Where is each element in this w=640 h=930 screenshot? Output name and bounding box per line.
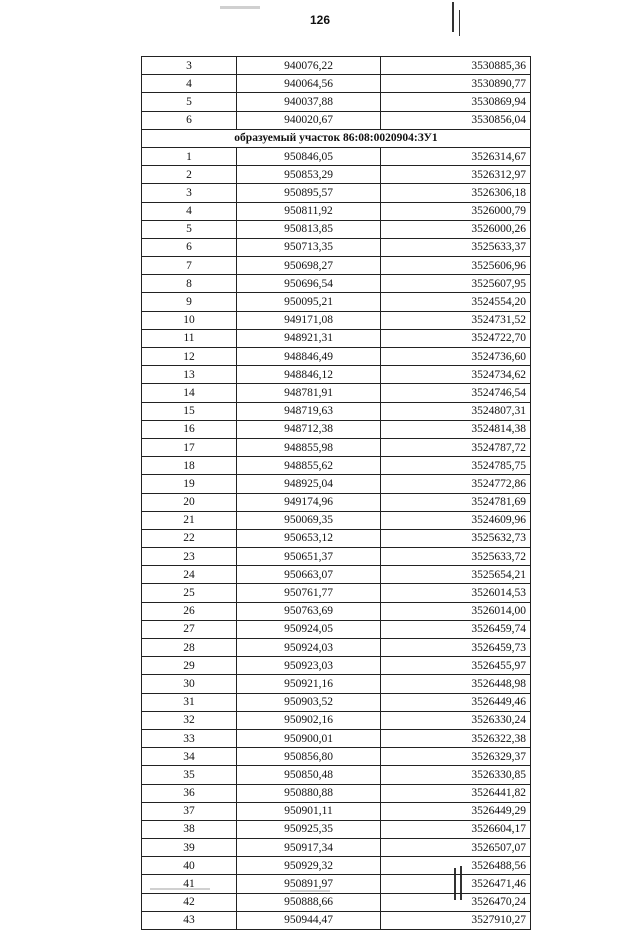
- point-number-cell: 26: [142, 602, 237, 620]
- table-row: [142, 693, 531, 711]
- point-number-cell: 25: [142, 584, 237, 602]
- table-row: [142, 839, 531, 857]
- y-coordinate-cell: 3526014,53: [381, 584, 531, 602]
- table-row: [142, 311, 531, 329]
- point-number-cell: 22: [142, 529, 237, 547]
- table-row: [142, 402, 531, 420]
- x-coordinate-cell: 940020,67: [237, 111, 381, 129]
- section-row: [142, 129, 531, 147]
- table-row: [142, 348, 531, 366]
- y-coordinate-cell: 3526488,56: [381, 857, 531, 875]
- table-row: [142, 438, 531, 456]
- x-coordinate-cell: 948712,38: [237, 420, 381, 438]
- x-coordinate-cell: 950813,85: [237, 220, 381, 238]
- y-coordinate-cell: 3526314,67: [381, 147, 531, 165]
- point-number-cell: 39: [142, 839, 237, 857]
- point-number-cell: 31: [142, 693, 237, 711]
- point-number-cell: 5: [142, 220, 237, 238]
- table-row: [142, 911, 531, 929]
- x-coordinate-cell: 950763,69: [237, 602, 381, 620]
- table-row: [142, 275, 531, 293]
- point-number-cell: 43: [142, 911, 237, 929]
- x-coordinate-cell: 950917,34: [237, 839, 381, 857]
- x-coordinate-cell: 950921,16: [237, 675, 381, 693]
- y-coordinate-cell: 3526471,46: [381, 875, 531, 893]
- x-coordinate-cell: 948925,04: [237, 475, 381, 493]
- table-row: [142, 293, 531, 311]
- point-number-cell: 9: [142, 293, 237, 311]
- table-row: [142, 220, 531, 238]
- table-row: [142, 766, 531, 784]
- x-coordinate-cell: 950698,27: [237, 257, 381, 275]
- point-number-cell: 34: [142, 748, 237, 766]
- y-coordinate-cell: 3524734,62: [381, 366, 531, 384]
- y-coordinate-cell: 3526470,24: [381, 893, 531, 911]
- point-number-cell: 19: [142, 475, 237, 493]
- y-coordinate-cell: 3526330,85: [381, 766, 531, 784]
- y-coordinate-cell: 3527910,27: [381, 911, 531, 929]
- point-number-cell: 3: [142, 184, 237, 202]
- y-coordinate-cell: 3530890,77: [381, 75, 531, 93]
- table-row: [142, 602, 531, 620]
- table-row: [142, 147, 531, 165]
- point-number-cell: 17: [142, 438, 237, 456]
- y-coordinate-cell: 3526459,73: [381, 639, 531, 657]
- x-coordinate-cell: 950663,07: [237, 566, 381, 584]
- point-number-cell: 18: [142, 457, 237, 475]
- table-row: [142, 202, 531, 220]
- x-coordinate-cell: 950891,97: [237, 875, 381, 893]
- point-number-cell: 23: [142, 548, 237, 566]
- table-row: [142, 748, 531, 766]
- y-coordinate-cell: 3524554,20: [381, 293, 531, 311]
- table-row: [142, 493, 531, 511]
- table-row: [142, 893, 531, 911]
- coordinates-table: [141, 56, 531, 930]
- table-row: [142, 93, 531, 111]
- y-coordinate-cell: 3524722,70: [381, 329, 531, 347]
- y-coordinate-cell: 3526449,46: [381, 693, 531, 711]
- table-row: [142, 875, 531, 893]
- point-number-cell: 29: [142, 657, 237, 675]
- table-row: [142, 729, 531, 747]
- point-number-cell: 14: [142, 384, 237, 402]
- x-coordinate-cell: 950850,48: [237, 766, 381, 784]
- point-number-cell: 35: [142, 766, 237, 784]
- y-coordinate-cell: 3526312,97: [381, 166, 531, 184]
- y-coordinate-cell: 3525606,96: [381, 257, 531, 275]
- y-coordinate-cell: 3524736,60: [381, 348, 531, 366]
- point-number-cell: 24: [142, 566, 237, 584]
- x-coordinate-cell: 950903,52: [237, 693, 381, 711]
- x-coordinate-cell: 950811,92: [237, 202, 381, 220]
- x-coordinate-cell: 948719,63: [237, 402, 381, 420]
- x-coordinate-cell: 950856,80: [237, 748, 381, 766]
- point-number-cell: 6: [142, 111, 237, 129]
- y-coordinate-cell: 3524731,52: [381, 311, 531, 329]
- table-row: [142, 111, 531, 129]
- table-row: [142, 657, 531, 675]
- x-coordinate-cell: 950095,21: [237, 293, 381, 311]
- x-coordinate-cell: 950902,16: [237, 711, 381, 729]
- table-row: [142, 820, 531, 838]
- point-number-cell: 37: [142, 802, 237, 820]
- x-coordinate-cell: 950924,05: [237, 620, 381, 638]
- x-coordinate-cell: 950713,35: [237, 238, 381, 256]
- table-row: [142, 475, 531, 493]
- x-coordinate-cell: 950925,35: [237, 820, 381, 838]
- point-number-cell: 42: [142, 893, 237, 911]
- y-coordinate-cell: 3525633,37: [381, 238, 531, 256]
- y-coordinate-cell: 3526306,18: [381, 184, 531, 202]
- point-number-cell: 4: [142, 75, 237, 93]
- y-coordinate-cell: 3530885,36: [381, 57, 531, 75]
- binding-mark-top-thin: [459, 10, 460, 36]
- table-row: [142, 584, 531, 602]
- x-coordinate-cell: 949171,08: [237, 311, 381, 329]
- section-title: образуемый участок 86:08:0020904:ЗУ1: [142, 129, 531, 147]
- point-number-cell: 28: [142, 639, 237, 657]
- table-row: [142, 566, 531, 584]
- y-coordinate-cell: 3526459,74: [381, 620, 531, 638]
- x-coordinate-cell: 940037,88: [237, 93, 381, 111]
- point-number-cell: 13: [142, 366, 237, 384]
- x-coordinate-cell: 949174,96: [237, 493, 381, 511]
- y-coordinate-cell: 3526449,29: [381, 802, 531, 820]
- table-row: [142, 620, 531, 638]
- x-coordinate-cell: 950880,88: [237, 784, 381, 802]
- y-coordinate-cell: 3526455,97: [381, 657, 531, 675]
- table-row: [142, 384, 531, 402]
- point-number-cell: 16: [142, 420, 237, 438]
- x-coordinate-cell: 950853,29: [237, 166, 381, 184]
- table-row: [142, 511, 531, 529]
- x-coordinate-cell: 950761,77: [237, 584, 381, 602]
- point-number-cell: 30: [142, 675, 237, 693]
- x-coordinate-cell: 950653,12: [237, 529, 381, 547]
- y-coordinate-cell: 3524746,54: [381, 384, 531, 402]
- table-row: [142, 184, 531, 202]
- point-number-cell: 33: [142, 729, 237, 747]
- y-coordinate-cell: 3530869,94: [381, 93, 531, 111]
- x-coordinate-cell: 950944,47: [237, 911, 381, 929]
- point-number-cell: 20: [142, 493, 237, 511]
- point-number-cell: 5: [142, 93, 237, 111]
- table-row: [142, 857, 531, 875]
- y-coordinate-cell: 3526329,37: [381, 748, 531, 766]
- table-row: [142, 784, 531, 802]
- x-coordinate-cell: 948846,12: [237, 366, 381, 384]
- x-coordinate-cell: 950900,01: [237, 729, 381, 747]
- table-row: [142, 529, 531, 547]
- y-coordinate-cell: 3526441,82: [381, 784, 531, 802]
- table-row: [142, 639, 531, 657]
- table-row: [142, 75, 531, 93]
- y-coordinate-cell: 3524781,69: [381, 493, 531, 511]
- y-coordinate-cell: 3530856,04: [381, 111, 531, 129]
- point-number-cell: 15: [142, 402, 237, 420]
- y-coordinate-cell: 3526330,24: [381, 711, 531, 729]
- y-coordinate-cell: 3526014,00: [381, 602, 531, 620]
- y-coordinate-cell: 3524807,31: [381, 402, 531, 420]
- y-coordinate-cell: 3525633,72: [381, 548, 531, 566]
- x-coordinate-cell: 950888,66: [237, 893, 381, 911]
- point-number-cell: 36: [142, 784, 237, 802]
- x-coordinate-cell: 940064,56: [237, 75, 381, 93]
- y-coordinate-cell: 3525607,95: [381, 275, 531, 293]
- point-number-cell: 1: [142, 147, 237, 165]
- table-row: [142, 166, 531, 184]
- x-coordinate-cell: 948855,62: [237, 457, 381, 475]
- y-coordinate-cell: 3524814,38: [381, 420, 531, 438]
- y-coordinate-cell: 3525654,21: [381, 566, 531, 584]
- table-row: [142, 57, 531, 75]
- table-row: [142, 366, 531, 384]
- x-coordinate-cell: 950069,35: [237, 511, 381, 529]
- point-number-cell: 21: [142, 511, 237, 529]
- point-number-cell: 40: [142, 857, 237, 875]
- y-coordinate-cell: 3526000,79: [381, 202, 531, 220]
- y-coordinate-cell: 3526322,38: [381, 729, 531, 747]
- point-number-cell: 6: [142, 238, 237, 256]
- y-coordinate-cell: 3524787,72: [381, 438, 531, 456]
- binding-mark-top: [452, 2, 454, 32]
- x-coordinate-cell: 950924,03: [237, 639, 381, 657]
- point-number-cell: 38: [142, 820, 237, 838]
- table-row: [142, 420, 531, 438]
- coordinates-table-wrapper: [141, 56, 526, 930]
- table-row: [142, 329, 531, 347]
- y-coordinate-cell: 3526000,26: [381, 220, 531, 238]
- point-number-cell: 10: [142, 311, 237, 329]
- point-number-cell: 3: [142, 57, 237, 75]
- y-coordinate-cell: 3526448,98: [381, 675, 531, 693]
- x-coordinate-cell: 940076,22: [237, 57, 381, 75]
- x-coordinate-cell: 950651,37: [237, 548, 381, 566]
- point-number-cell: 27: [142, 620, 237, 638]
- y-coordinate-cell: 3524772,86: [381, 475, 531, 493]
- scan-speck: [220, 6, 260, 9]
- x-coordinate-cell: 950696,54: [237, 275, 381, 293]
- table-row: [142, 711, 531, 729]
- page-number: 126: [309, 13, 331, 27]
- x-coordinate-cell: 948846,49: [237, 348, 381, 366]
- point-number-cell: 41: [142, 875, 237, 893]
- table-row: [142, 238, 531, 256]
- x-coordinate-cell: 948855,98: [237, 438, 381, 456]
- point-number-cell: 11: [142, 329, 237, 347]
- point-number-cell: 4: [142, 202, 237, 220]
- table-row: [142, 257, 531, 275]
- y-coordinate-cell: 3525632,73: [381, 529, 531, 547]
- point-number-cell: 8: [142, 275, 237, 293]
- y-coordinate-cell: 3524609,96: [381, 511, 531, 529]
- table-row: [142, 675, 531, 693]
- x-coordinate-cell: 948781,91: [237, 384, 381, 402]
- table-row: [142, 802, 531, 820]
- table-row: [142, 548, 531, 566]
- x-coordinate-cell: 950923,03: [237, 657, 381, 675]
- x-coordinate-cell: 950895,57: [237, 184, 381, 202]
- x-coordinate-cell: 950929,32: [237, 857, 381, 875]
- x-coordinate-cell: 948921,31: [237, 329, 381, 347]
- x-coordinate-cell: 950846,05: [237, 147, 381, 165]
- table-row: [142, 457, 531, 475]
- y-coordinate-cell: 3524785,75: [381, 457, 531, 475]
- point-number-cell: 7: [142, 257, 237, 275]
- point-number-cell: 32: [142, 711, 237, 729]
- y-coordinate-cell: 3526507,07: [381, 839, 531, 857]
- point-number-cell: 2: [142, 166, 237, 184]
- y-coordinate-cell: 3526604,17: [381, 820, 531, 838]
- x-coordinate-cell: 950901,11: [237, 802, 381, 820]
- point-number-cell: 12: [142, 348, 237, 366]
